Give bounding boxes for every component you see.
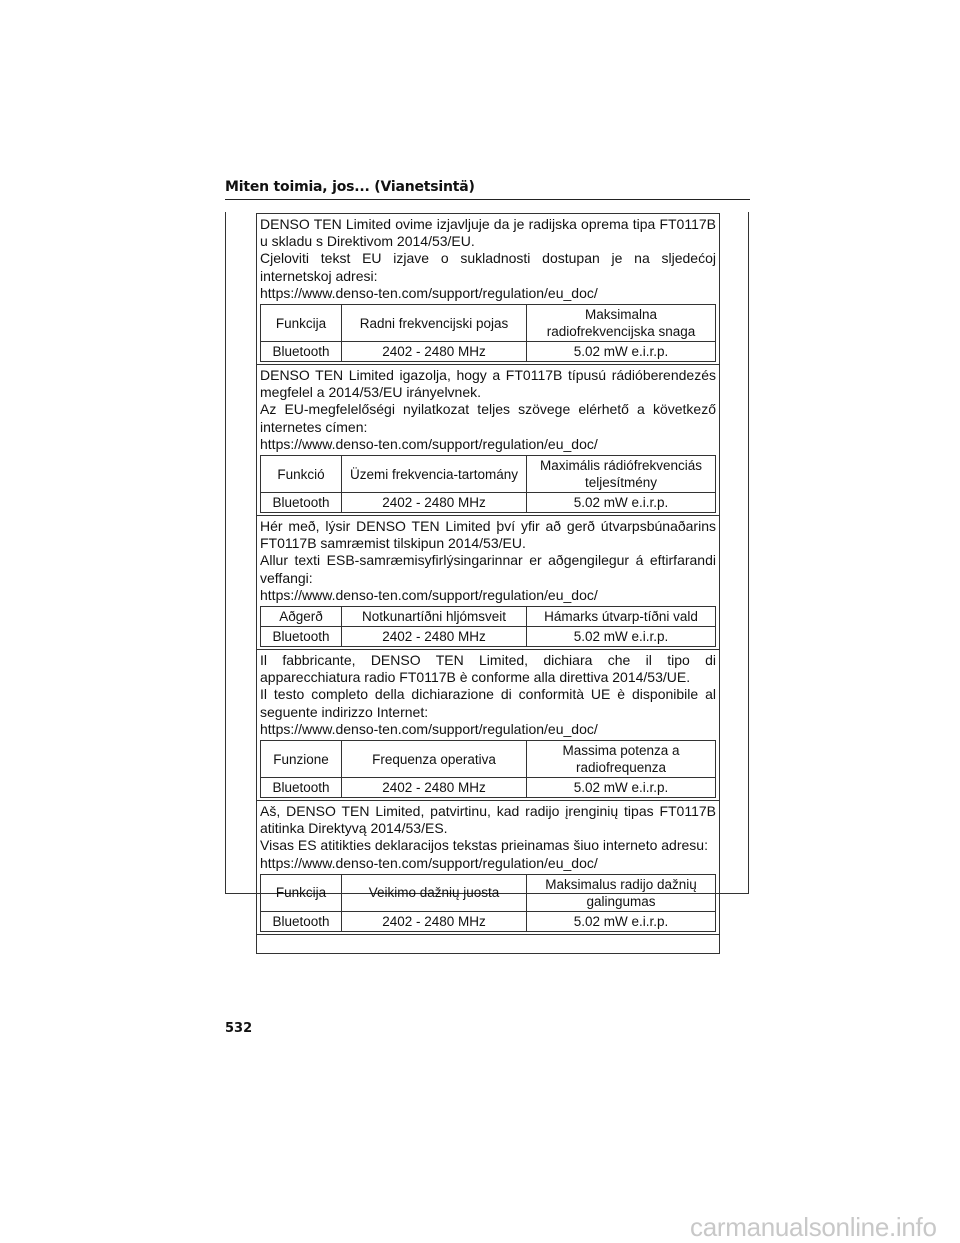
cell-max-power: 5.02 mW e.i.r.p. <box>527 778 716 798</box>
declaration-url[interactable]: https://www.denso-ten.com/support/regulation/eu_doc/ <box>260 284 598 301</box>
spec-table <box>260 874 716 932</box>
watermark: carmanualsonline.info <box>690 1212 937 1242</box>
header-rule <box>225 199 750 200</box>
declaration-availability: Allur texti ESB-samræmisyfirlýsingarinnar er aðgengilegur á eftirfarandi veffangi: <box>260 552 716 586</box>
declaration-section-croatian <box>256 213 720 365</box>
declaration-section-icelandic <box>256 515 720 650</box>
declaration-section-italian <box>256 649 720 801</box>
cell-function: Bluetooth <box>261 911 342 931</box>
header-frequency-band: Radni frekvencijski pojas <box>342 305 527 342</box>
header-function: Aðgerð <box>261 607 342 627</box>
declaration-statement: DENSO TEN Limited igazolja, hogy a FT0117B típusú rádióberendezés megfelel a 2014/53/EU irányelvnek. <box>260 367 716 401</box>
cell-function: Bluetooth <box>261 493 342 513</box>
page-number: 532 <box>225 1021 253 1036</box>
cell-function: Bluetooth <box>261 778 342 798</box>
declaration-url[interactable]: https://www.denso-ten.com/support/regulation/eu_doc/ <box>260 854 598 871</box>
cell-frequency-band: 2402 - 2480 MHz <box>342 493 527 513</box>
declaration-statement: Il fabbricante, DENSO TEN Limited, dichiara che il tipo di apparecchiatura radio FT0117B è conforme alla direttiva 2014/53/UE. <box>260 652 716 686</box>
header-max-power: Massima potenza a radiofrequenza <box>527 741 716 778</box>
spec-table-header-row <box>261 607 716 627</box>
cell-frequency-band: 2402 - 2480 MHz <box>342 911 527 931</box>
header-frequency-band: Frequenza operativa <box>342 741 527 778</box>
spec-table-header-row <box>261 741 716 778</box>
spec-table-row <box>261 627 716 647</box>
header-frequency-band: Üzemi frekvencia-tartomány <box>342 456 527 493</box>
declaration-section-lithuanian <box>256 800 720 935</box>
declarations-container <box>256 214 720 954</box>
spec-table <box>260 606 716 647</box>
spec-table <box>260 455 716 513</box>
page-header-title: Miten toimia, jos... (Vianetsintä) <box>225 179 475 195</box>
cell-max-power: 5.02 mW e.i.r.p. <box>527 493 716 513</box>
cell-max-power: 5.02 mW e.i.r.p. <box>527 342 716 362</box>
empty-trailing-cell <box>256 934 720 954</box>
spec-table-row <box>261 342 716 362</box>
declaration-section-hungarian <box>256 364 720 516</box>
declaration-statement: Hér með, lýsir DENSO TEN Limited því yfir að gerð útvarpsbúnaðarins FT0117B samræmist tilskipun 2014/53/EU. <box>260 518 716 552</box>
cell-max-power: 5.02 mW e.i.r.p. <box>527 627 716 647</box>
spec-table-header-row <box>261 456 716 493</box>
header-frequency-band: Veikimo dažnių juosta <box>342 874 527 911</box>
header-function: Funkció <box>261 456 342 493</box>
header-max-power: Maksimalna radiofrekvencijska snaga <box>527 305 716 342</box>
declaration-availability: Cjeloviti tekst EU izjave o sukladnosti dostupan je na sljedećoj internetskoj adresi: <box>260 250 716 284</box>
cell-frequency-band: 2402 - 2480 MHz <box>342 627 527 647</box>
declaration-statement: Aš, DENSO TEN Limited, patvirtinu, kad radijo įrenginių tipas FT0117B atitinka Direktyvą 2014/53/ES. <box>260 803 716 837</box>
spec-table-header-row <box>261 874 716 911</box>
header-frequency-band: Notkunartíðni hljómsveit <box>342 607 527 627</box>
declaration-availability: Il testo completo della dichiarazione di conformità UE è disponibile al seguente indirizzo Internet: <box>260 686 716 720</box>
cell-function: Bluetooth <box>261 627 342 647</box>
header-function: Funkcija <box>261 874 342 911</box>
declaration-availability: Az EU-megfelelőségi nyilatkozat teljes szövege elérhető a következő internetes címen: <box>260 401 716 435</box>
header-max-power: Maksimalus radijo dažnių galingumas <box>527 874 716 911</box>
declaration-url[interactable]: https://www.denso-ten.com/support/regulation/eu_doc/ <box>260 586 598 603</box>
spec-table-row <box>261 493 716 513</box>
header-function: Funkcija <box>261 305 342 342</box>
cell-function: Bluetooth <box>261 342 342 362</box>
declaration-url[interactable]: https://www.denso-ten.com/support/regulation/eu_doc/ <box>260 720 598 737</box>
spec-table-row <box>261 911 716 931</box>
cell-frequency-band: 2402 - 2480 MHz <box>342 342 527 362</box>
spec-table-header-row <box>261 305 716 342</box>
header-max-power: Hámarks útvarp-tíðni vald <box>527 607 716 627</box>
declaration-statement: DENSO TEN Limited ovime izjavljuje da je radijska oprema tipa FT0117B u skladu s Direktivom 2014/53/EU. <box>260 216 716 250</box>
header-max-power: Maximális rádiófrekvenciás teljesítmény <box>527 456 716 493</box>
header-function: Funzione <box>261 741 342 778</box>
page-header <box>225 179 750 195</box>
cell-max-power: 5.02 mW e.i.r.p. <box>527 911 716 931</box>
spec-table <box>260 304 716 362</box>
cell-frequency-band: 2402 - 2480 MHz <box>342 778 527 798</box>
declaration-url[interactable]: https://www.denso-ten.com/support/regulation/eu_doc/ <box>260 435 598 452</box>
spec-table-row <box>261 778 716 798</box>
declaration-availability: Visas ES atitikties deklaracijos tekstas prieinamas šiuo interneto adresu: <box>260 837 708 854</box>
spec-table <box>260 740 716 798</box>
